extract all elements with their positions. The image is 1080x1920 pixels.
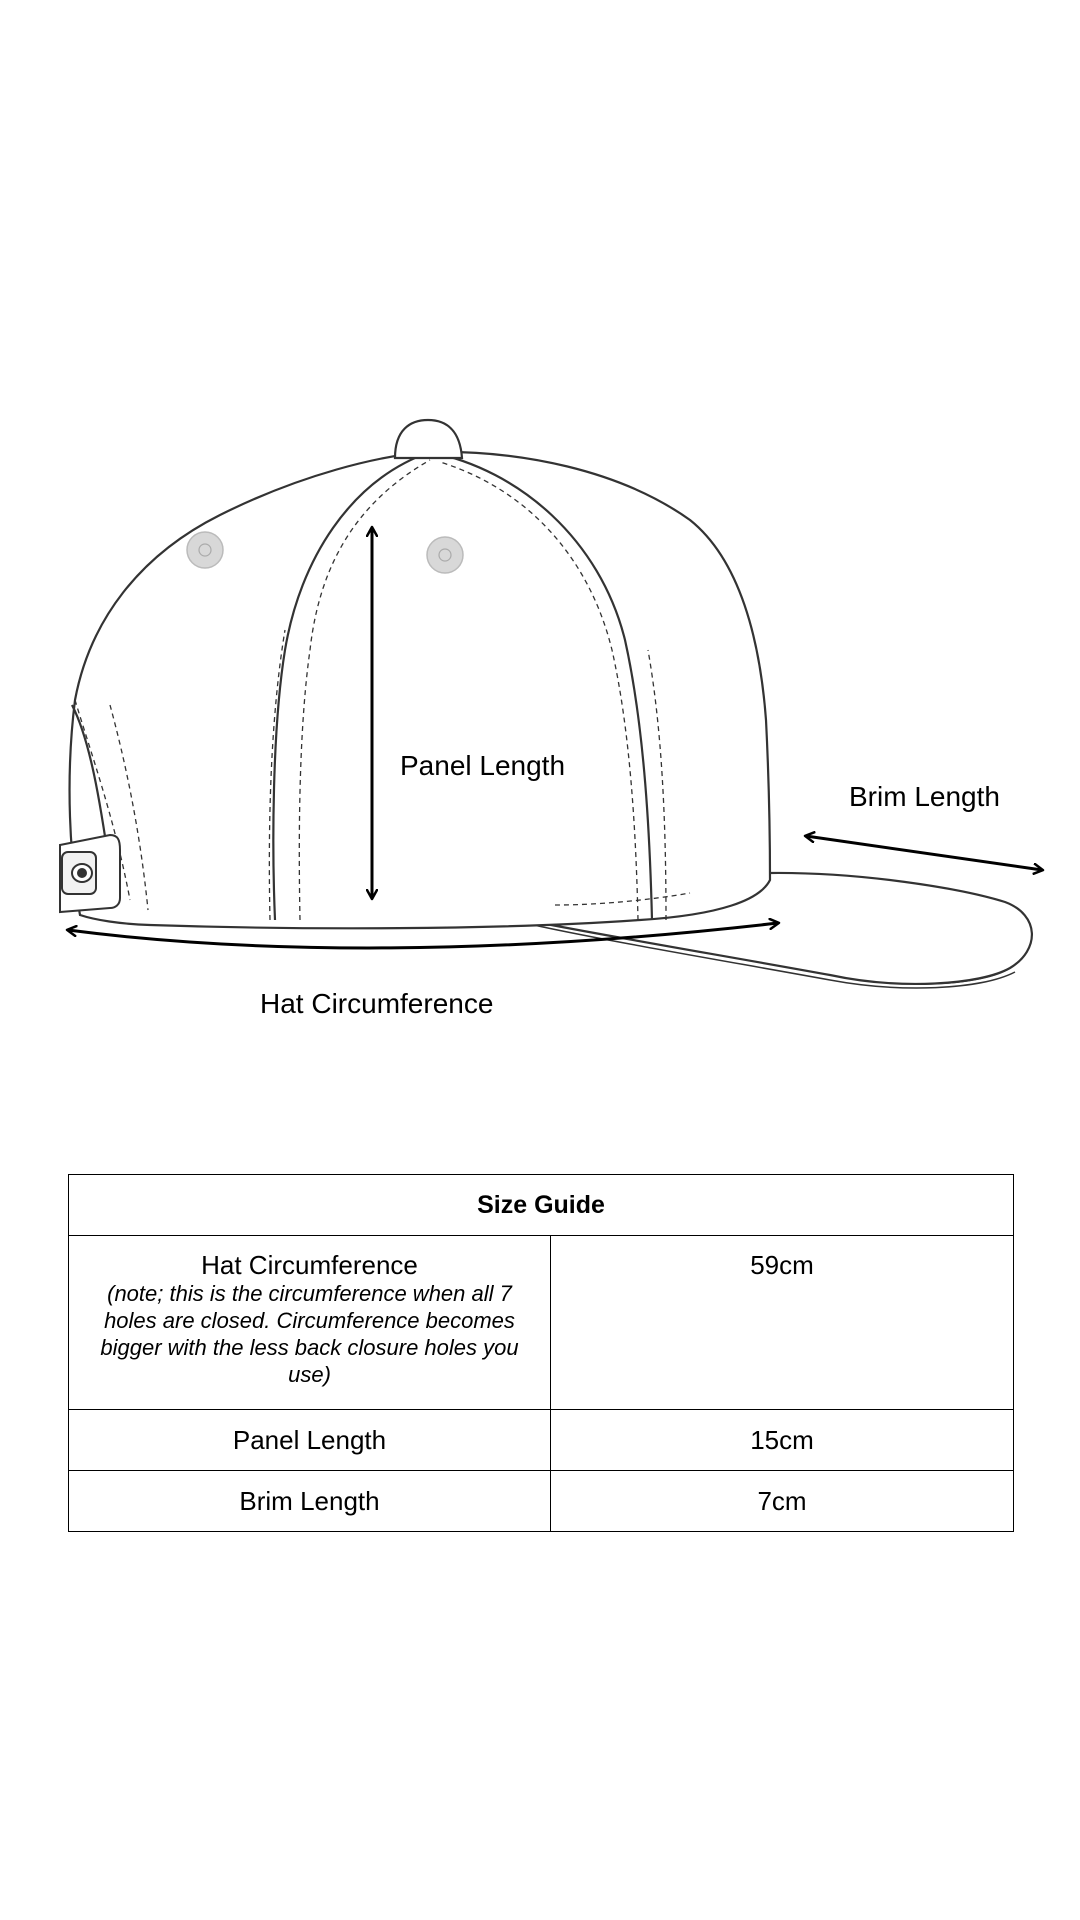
panel-length-label: Panel Length: [400, 750, 566, 781]
hat-circumference-label: Hat Circumference: [260, 988, 494, 1019]
table-header-row: [69, 1175, 1014, 1236]
hat-circumference-row-label: Hat Circumference: [201, 1250, 418, 1280]
brim-length-arrow: [806, 836, 1042, 870]
size-guide-table: [68, 1174, 1014, 1532]
cap-top-button: [395, 420, 462, 458]
table-row: [69, 1471, 1014, 1532]
back-strap-closure: [60, 835, 120, 912]
table-row: [69, 1410, 1014, 1471]
eyelet-icon: [187, 532, 223, 568]
brim-length-label: Brim Length: [849, 781, 1000, 812]
eyelet-icon: [427, 537, 463, 573]
hat-circumference-note: (note; this is the circumference when all 7 holes are closed. Circumference becomes bigger with the less back closure holes you use): [100, 1281, 519, 1387]
panel-length-row-label: Panel Length: [69, 1410, 551, 1471]
brim-length-row-label: Brim Length: [69, 1471, 551, 1532]
hat-circumference-value-cell: [551, 1236, 1014, 1410]
size-guide-title: Size Guide: [69, 1175, 1014, 1236]
cap-crown: [70, 452, 770, 928]
table-row: [69, 1236, 1014, 1410]
panel-length-value: 15cm: [551, 1410, 1014, 1471]
hat-circumference-cell: [69, 1236, 551, 1410]
hat-circumference-value: 59cm: [750, 1250, 814, 1280]
brim-length-value: 7cm: [551, 1471, 1014, 1532]
